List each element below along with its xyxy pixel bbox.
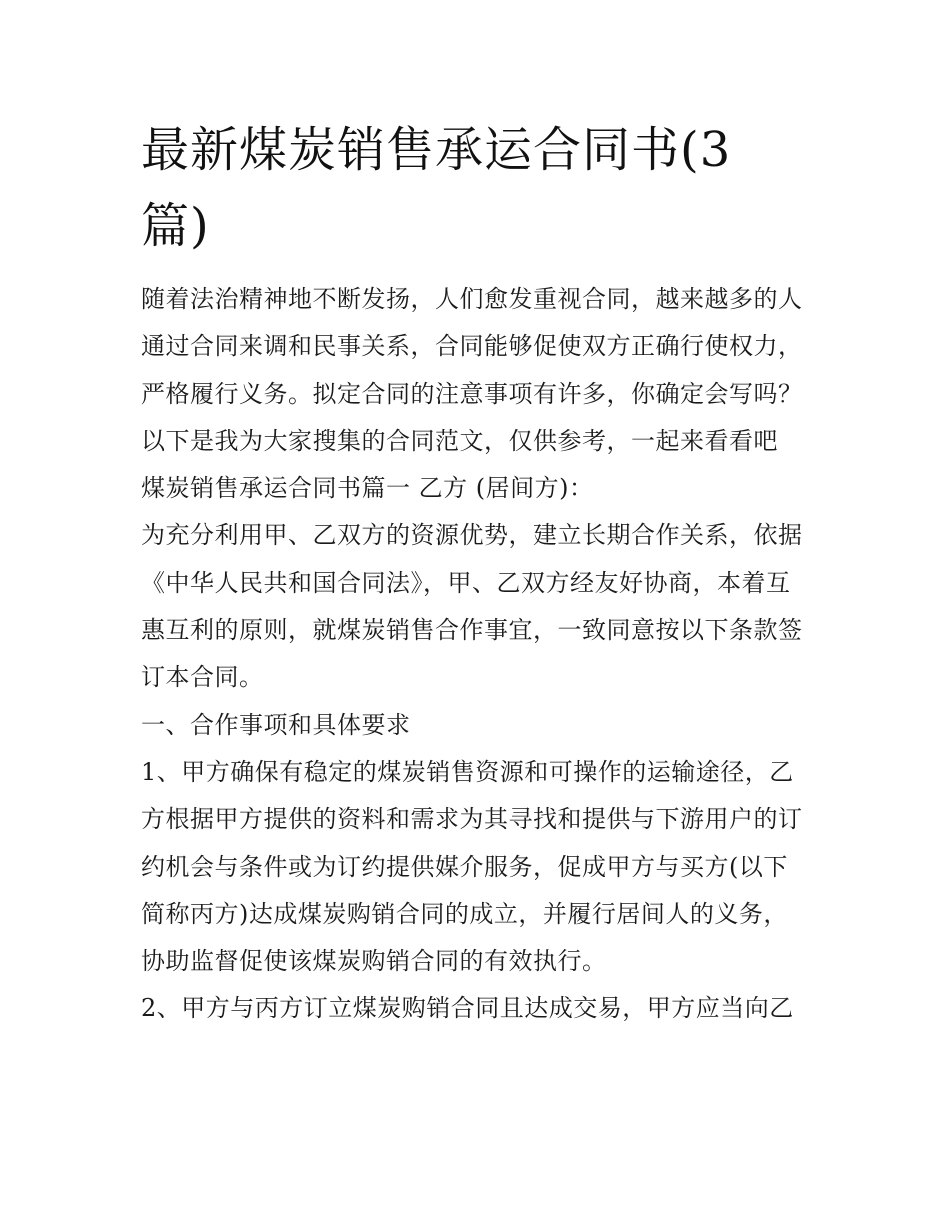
paragraph-line: 方根据甲方提供的资料和需求为其寻找和提供与下游用户的订	[141, 805, 803, 834]
paragraph-line: 简称丙方)达成煤炭购销合同的成立，并履行居间人的义务，	[141, 899, 788, 928]
paragraph-line: 2、甲方与丙方订立煤炭购销合同且达成交易，甲方应当向乙	[141, 994, 794, 1023]
document-body	[141, 276, 816, 1033]
paragraph-line: 严格履行义务。拟定合同的注意事项有许多，你确定会写吗？	[141, 379, 803, 408]
paragraph-line: 以下是我为大家搜集的合同范文，仅供参考，一起来看看吧	[141, 426, 778, 455]
paragraph-line: 1、甲方确保有稳定的煤炭销售资源和可操作的运输途径，乙	[141, 757, 794, 786]
paragraph-line: 协助监督促使该煤炭购销合同的有效执行。	[141, 947, 607, 976]
document-content	[141, 112, 816, 1033]
paragraph-line: 订本合同。	[141, 663, 264, 692]
document-title: 最新煤炭销售承运合同书(3篇)	[141, 122, 732, 254]
paragraph-line: 随着法治精神地不断发扬，人们愈发重视合同，越来越多的人	[141, 285, 803, 313]
paragraph-line: 约机会与条件或为订约提供媒介服务，促成甲方与买方(以下	[141, 852, 788, 881]
paragraph-line: 通过合同来调和民事关系，合同能够促使双方正确行使权力，	[141, 332, 803, 361]
paragraph-line: 为充分利用甲、乙双方的资源优势，建立长期合作关系，依据	[141, 521, 803, 550]
paragraph-line: 惠互利的原则，就煤炭销售合作事宜，一致同意按以下条款签	[141, 616, 803, 645]
clause-heading-line: 一、合作事项和具体要求	[141, 710, 411, 739]
section-heading-line: 煤炭销售承运合同书篇一 乙方 (居间方)：	[141, 474, 594, 503]
paragraph-line: 《中华人民共和国合同法》，甲、乙双方经友好协商，本着互	[141, 568, 791, 597]
